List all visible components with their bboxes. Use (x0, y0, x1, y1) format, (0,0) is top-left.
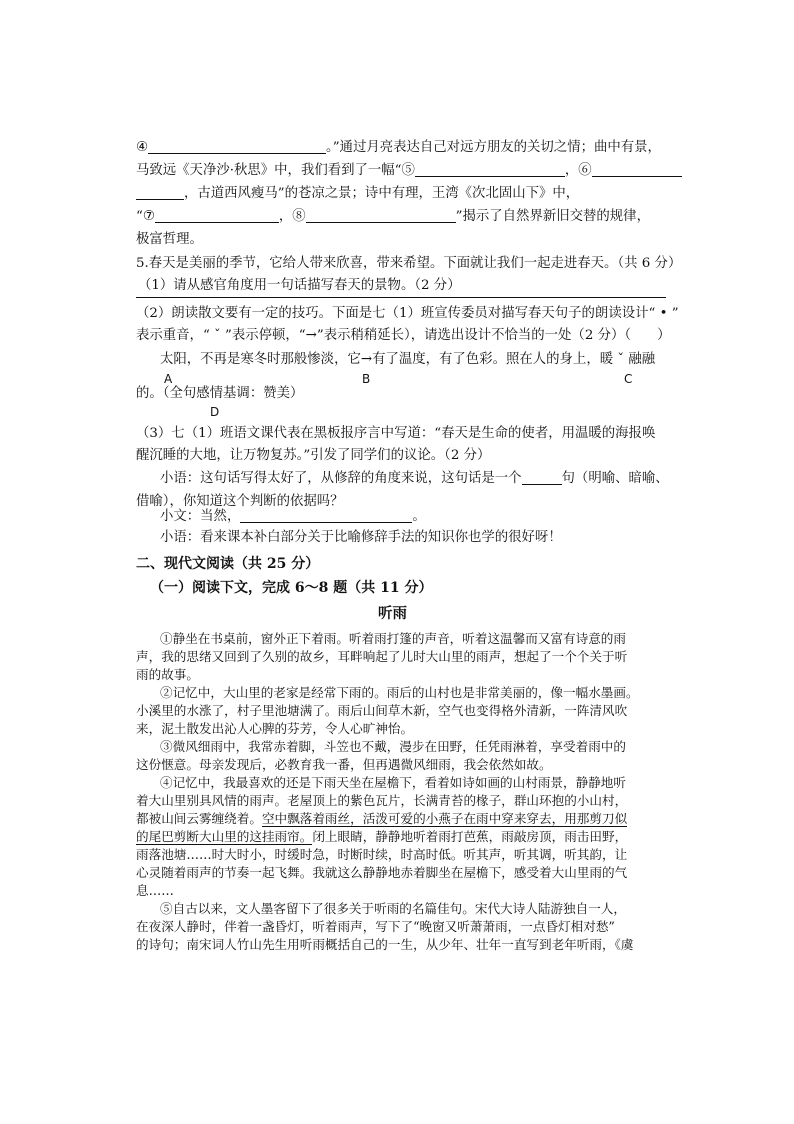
answer-blank-6b[interactable] (136, 185, 184, 200)
q5-part2-line2: 表示重音，“ ˇ ”表示停顿，“→”表示稍稍延长），请选出设计不恰当的一处（2 分）（ ） (136, 328, 671, 343)
dialogue-3: 小语：看来课本补白部分关于比喻修辞手法的知识你也学的很好呀！ (160, 530, 562, 545)
option-d-label: D (210, 405, 220, 419)
answer-blank-5[interactable] (415, 162, 565, 177)
option-b-label: B (362, 372, 371, 386)
q5-sentence: 太阳，不再是寒冬时那般惨淡，它→有了温度，有了色彩。照在人的身上，暖 ˇ 融融 (160, 352, 656, 367)
q4-line-5: 极富哲理。 (136, 232, 203, 247)
answer-line-q5-1[interactable] (136, 297, 666, 298)
passage-line: 雨落池塘……时大时小，时缓时急，时断时续，时高时低。听其声，听其调，听其韵，让 (136, 847, 628, 862)
passage-line: 息…… (136, 883, 174, 898)
q4-line-1: ④ 。”通过月亮表达自己对远方朋友的关切之情；曲中有景， (136, 140, 661, 155)
passage-title: 听雨 (378, 605, 407, 622)
dialogue-1-cont: 借喻），你知道这个判断的依据吗？ (136, 494, 344, 509)
answer-blank-6a[interactable] (592, 162, 682, 177)
passage-line: 心灵随着雨声的节奏一起飞舞。我就这么静静地赤着脚坐在屋檐下，感受着大山里雨的气 (136, 865, 628, 880)
section-heading: 二、现代文阅读（共 25 分） (136, 556, 320, 572)
passage-line: ②记忆中，大山里的老家是经常下雨的。雨后的山村也是非常美丽的，像一幅水墨画。 (160, 685, 639, 700)
dialogue-2: 小文：当然， 。 (160, 509, 426, 524)
passage-line: ④记忆中，我最喜欢的还是下雨天坐在屋檐下，看着如诗如画的山村雨景，静静地听 (160, 775, 626, 790)
passage-line: ③微风细雨中，我常赤着脚，斗笠也不戴，漫步在田野，任凭雨淋着，享受着雨中的 (160, 739, 626, 754)
q5-part3-line2: 醒沉睡的大地，让万物复苏。”引发了同学们的议论。（2 分） (136, 448, 491, 463)
passage-line: 这份惬意。母亲发现后，必教育我一番，但再遇微风细雨，我会依然如故。 (136, 757, 552, 772)
answer-blank-7[interactable] (155, 208, 279, 223)
q4-line-2: 马致远《天净沙·秋思》中，我们看到了一幅“⑤ ，⑥ (136, 161, 682, 181)
passage-line: 着大山里别具风情的雨声。老屋顶上的紫色瓦片，长满青苔的椽子，群山环抱的小山村， (136, 793, 628, 808)
underlined-sentence: 的尾巴剪断大山里的这挂雨帘。 (136, 829, 313, 844)
q4-line-3: ，古道西风瘦马”的苍凉之景；诗中有理，王湾《次北固山下》中， (136, 184, 579, 204)
answer-blank-8[interactable] (306, 208, 456, 223)
q4-line-4: “⑦ ，⑧ ”揭示了自然界新旧交替的规律， (136, 209, 650, 224)
passage-line: ⑤自古以来，文人墨客留下了很多关于听雨的名篇佳句。宋代大诗人陆游独自一人， (160, 901, 626, 916)
q5-part2-line1: （2）朗读散文要有一定的技巧。下面是七（1）班宣传委员对描写春天句子的朗读设计“ • ” (136, 306, 679, 321)
passage-line: 都被山间云雾缠绕着。空中飘落着雨丝，活泼可爱的小燕子在雨中穿来穿去，用那剪刀似 (136, 811, 628, 826)
option-a-label: A (164, 372, 173, 386)
q5-heading: 5.春天是美丽的季节，它给人带来欣喜，带来希望。下面就让我们一起走进春天。（共 6 分） (136, 256, 682, 271)
passage-line: 声，我的思绪又回到了久别的故乡，耳畔响起了儿时大山里的雨声，想起了一个个关于听 (136, 649, 628, 664)
passage-line: 来，泥土散发出沁人心脾的芬芳，令人心旷神怡。 (136, 721, 414, 736)
q5-part1: （1）请从感官角度用一句话描写春天的景物。（2 分） (138, 278, 461, 293)
q5-sentence-end: 的。（全句感情基调：赞美） (136, 386, 304, 401)
passage-line: 的尾巴剪断大山里的这挂雨帘。闭上眼睛，静静地听着雨打芭蕉，雨敲房顶，雨击田野， (136, 829, 628, 844)
passage-line: 在夜深人静时，伴着一盏昏灯，听着雨声，写下了“晚窗又听萧萧雨，一点昏灯相对愁” (136, 919, 615, 934)
passage-line: 的诗句；南宋词人竹山先生用听雨概括自己的一生，从少年、壮年一直写到老年听雨，《虞 (136, 937, 634, 952)
answer-blank-rhetoric[interactable] (522, 470, 562, 485)
passage-line: ①静坐在书桌前，窗外正下着雨。听着雨打篷的声音，听着这温馨而又富有诗意的雨 (160, 631, 626, 646)
passage-line: 雨的故事。 (136, 667, 199, 682)
option-c-label: C (624, 372, 633, 386)
dialogue-1: 小语：这句话写得太好了，从修辞的角度来说，这句话是一个 句（明喻、暗喻、 (160, 471, 669, 486)
answer-blank-reason[interactable] (240, 508, 412, 523)
answer-blank-4[interactable] (148, 139, 326, 154)
underlined-sentence: 空中飘落着雨丝，活泼可爱的小燕子在雨中穿来穿去，用那剪刀似 (261, 811, 628, 826)
q5-part3-line1: （3）七（1）班语文课代表在黑板报序言中写道：“春天是生命的使者，用温暖的海报唤 (136, 426, 656, 441)
subsection-heading: （一）阅读下文，完成 6～8 题（共 11 分） (150, 580, 433, 596)
passage-line: 小溪里的水涨了，村子里池塘满了。雨后山间草木新，空气也变得格外清新，一阵清风吹 (136, 703, 628, 718)
